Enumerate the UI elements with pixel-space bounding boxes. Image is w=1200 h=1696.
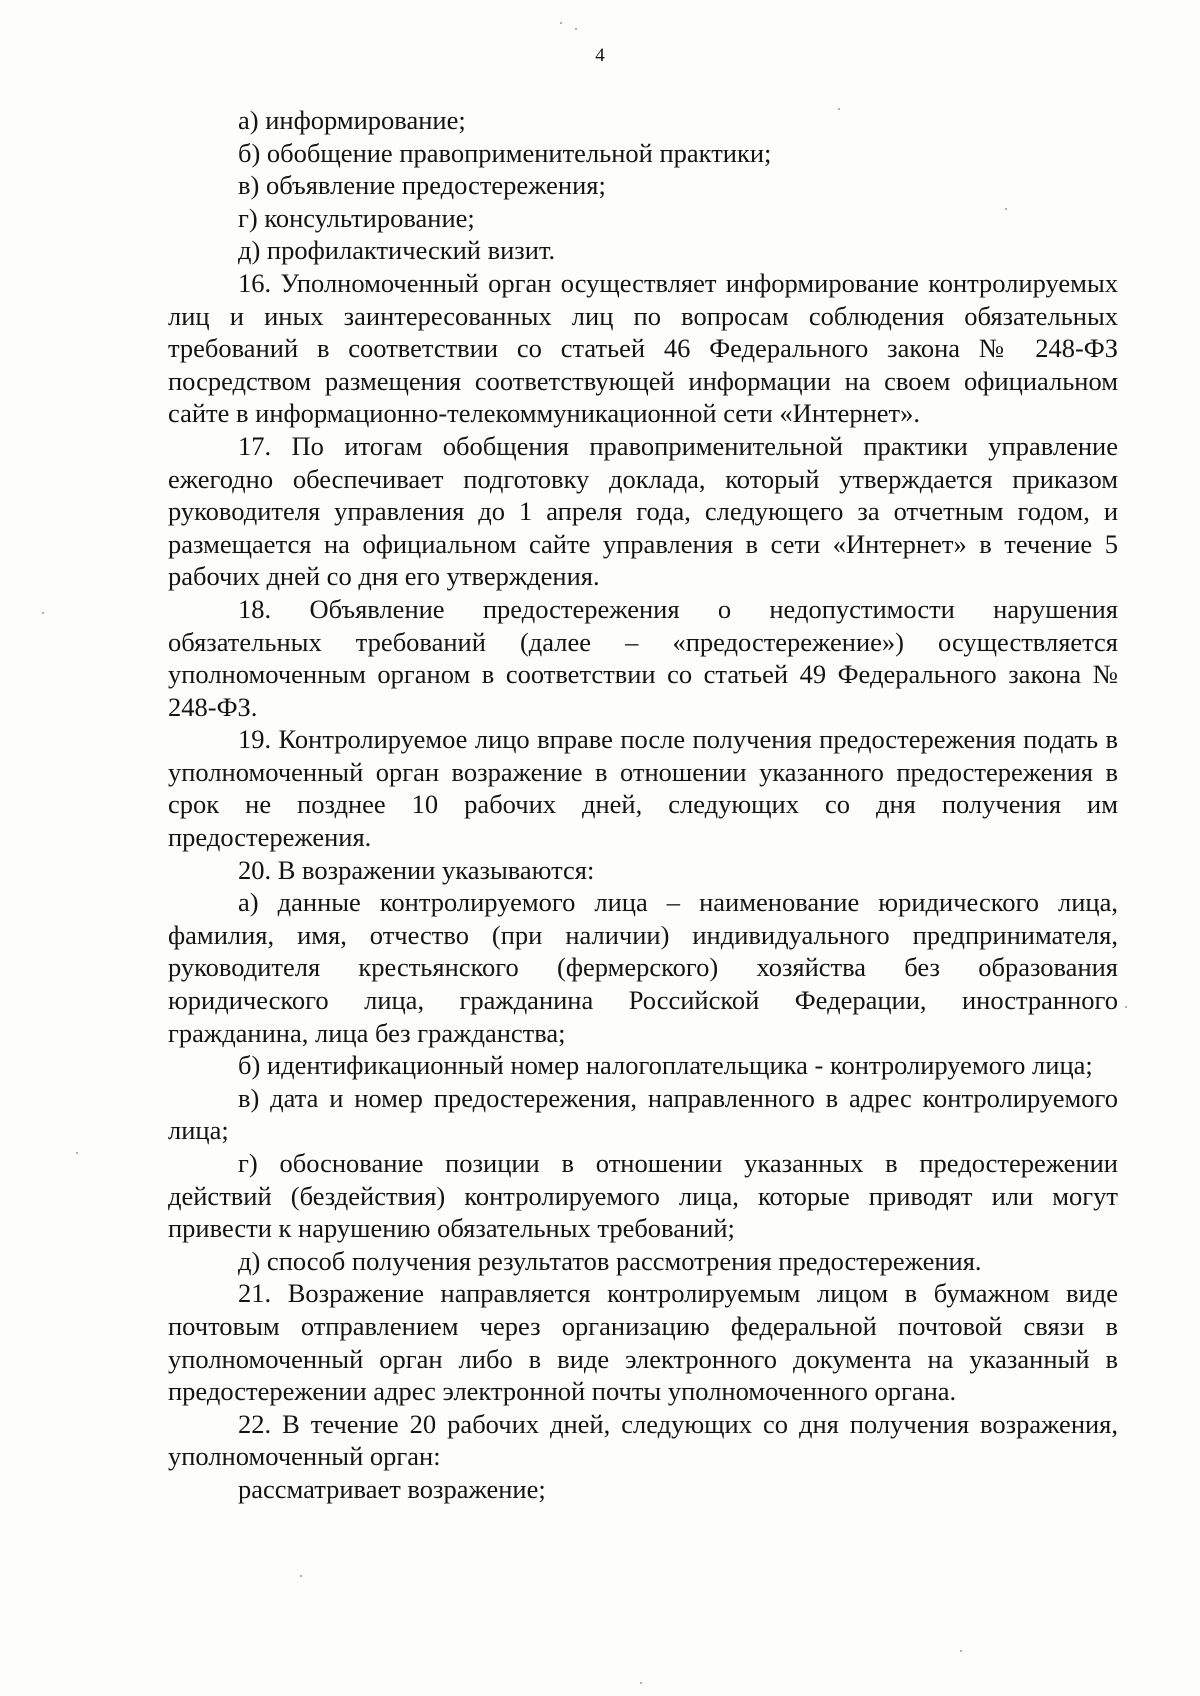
clause-20-item-d: д) способ получения результатов рассмотрения предостережения.: [238, 1245, 982, 1276]
scan-speck: [640, 1682, 642, 1684]
clause-20-item-a: а) данные контролируемого лица – наименование юридического лица, фамилия, имя, отчество (при наличии) индивидуального предпринимателя, руководителя крестьянского (фермерского) хозяйства без образования юридического лица, гражданина Российской Федерации, иностранного гражданина, лица без гражданства;: [168, 887, 1118, 1048]
scan-speck: [960, 1650, 962, 1652]
list-item-a-informing: а) информирование;: [238, 105, 466, 135]
list-item-g-consulting: г) консультирование;: [238, 202, 475, 233]
clause-20-item-b: б) идентификационный номер налогоплательщика - контролируемого лица;: [238, 1050, 1093, 1081]
list-item-v-warning-announcement: в) объявление предостережения;: [238, 170, 606, 201]
list-item-b-practice-generalization: б) обобщение правоприменительной практики;: [238, 137, 772, 168]
scan-speck: [300, 1575, 302, 1577]
clause-22-action: рассматривает возражение;: [238, 1473, 546, 1504]
scan-speck: [838, 108, 840, 110]
scan-speck: [575, 28, 577, 30]
scan-speck: [560, 22, 562, 24]
clause-19: 19. Контролируемое лицо вправе после получения предостережения подать в уполномоченный орган возражение в отношении указанного предостережения в срок не позднее 10 рабочих дней, следующих со дня получения им предостережения.: [168, 724, 1118, 853]
list-item-d-preventive-visit: д) профилактический визит.: [238, 235, 556, 266]
clause-16: 16. Уполномоченный орган осуществляет информирование контролируемых лиц и иных заинтересованных лиц по вопросам соблюдения обязательных требований в соответствии со статьей 46 Федерального закона № 248-ФЗ посредством размещения соответствующей информации на своем официальном сайте в информационно-телекоммуникационной сети «Интернет».: [168, 267, 1118, 429]
document-body: [168, 104, 1118, 1506]
clause-22: 22. В течение 20 рабочих дней, следующих со дня получения возражения, уполномоченный орган:: [168, 1408, 1118, 1472]
scan-speck: [76, 1152, 78, 1154]
scan-speck: [1125, 1006, 1127, 1008]
clause-18: 18. Объявление предостережения о недопустимости нарушения обязательных требований (далее – «предостережение») осуществляется уполномоченным органом в соответствии со статьей 49 Федерального закона № 248-ФЗ.: [168, 593, 1118, 722]
scan-speck: [1005, 208, 1007, 210]
scan-speck: [42, 612, 44, 614]
clause-21: 21. Возражение направляется контролируемым лицом в бумажном виде почтовым отправлением через организацию федеральной почтовой связи в уполномоченный орган либо в виде электронного документа на указанный в предостережении адрес электронной почты уполномоченного органа.: [168, 1278, 1118, 1407]
page-number: 4: [595, 45, 605, 66]
clause-20: 20. В возражении указываются:: [238, 854, 595, 885]
clause-20-item-g: г) обоснование позиции в отношении указанных в предостережении действий (бездействия) контролируемого лица, которые приводят или могут привести к нарушению обязательных требований;: [168, 1148, 1118, 1244]
clause-17: 17. По итогам обобщения правоприменительной практики управление ежегодно обеспечивает подготовку доклада, который утверждается приказом руководителя управления до 1 апреля года, следующего за отчетным годом, и размещается на официальном сайте управления в сети «Интернет» в течение 5 рабочих дней со дня его утверждения.: [168, 430, 1118, 592]
clause-20-item-v: в) дата и номер предостережения, направленного в адрес контролируемого лица;: [168, 1082, 1118, 1146]
